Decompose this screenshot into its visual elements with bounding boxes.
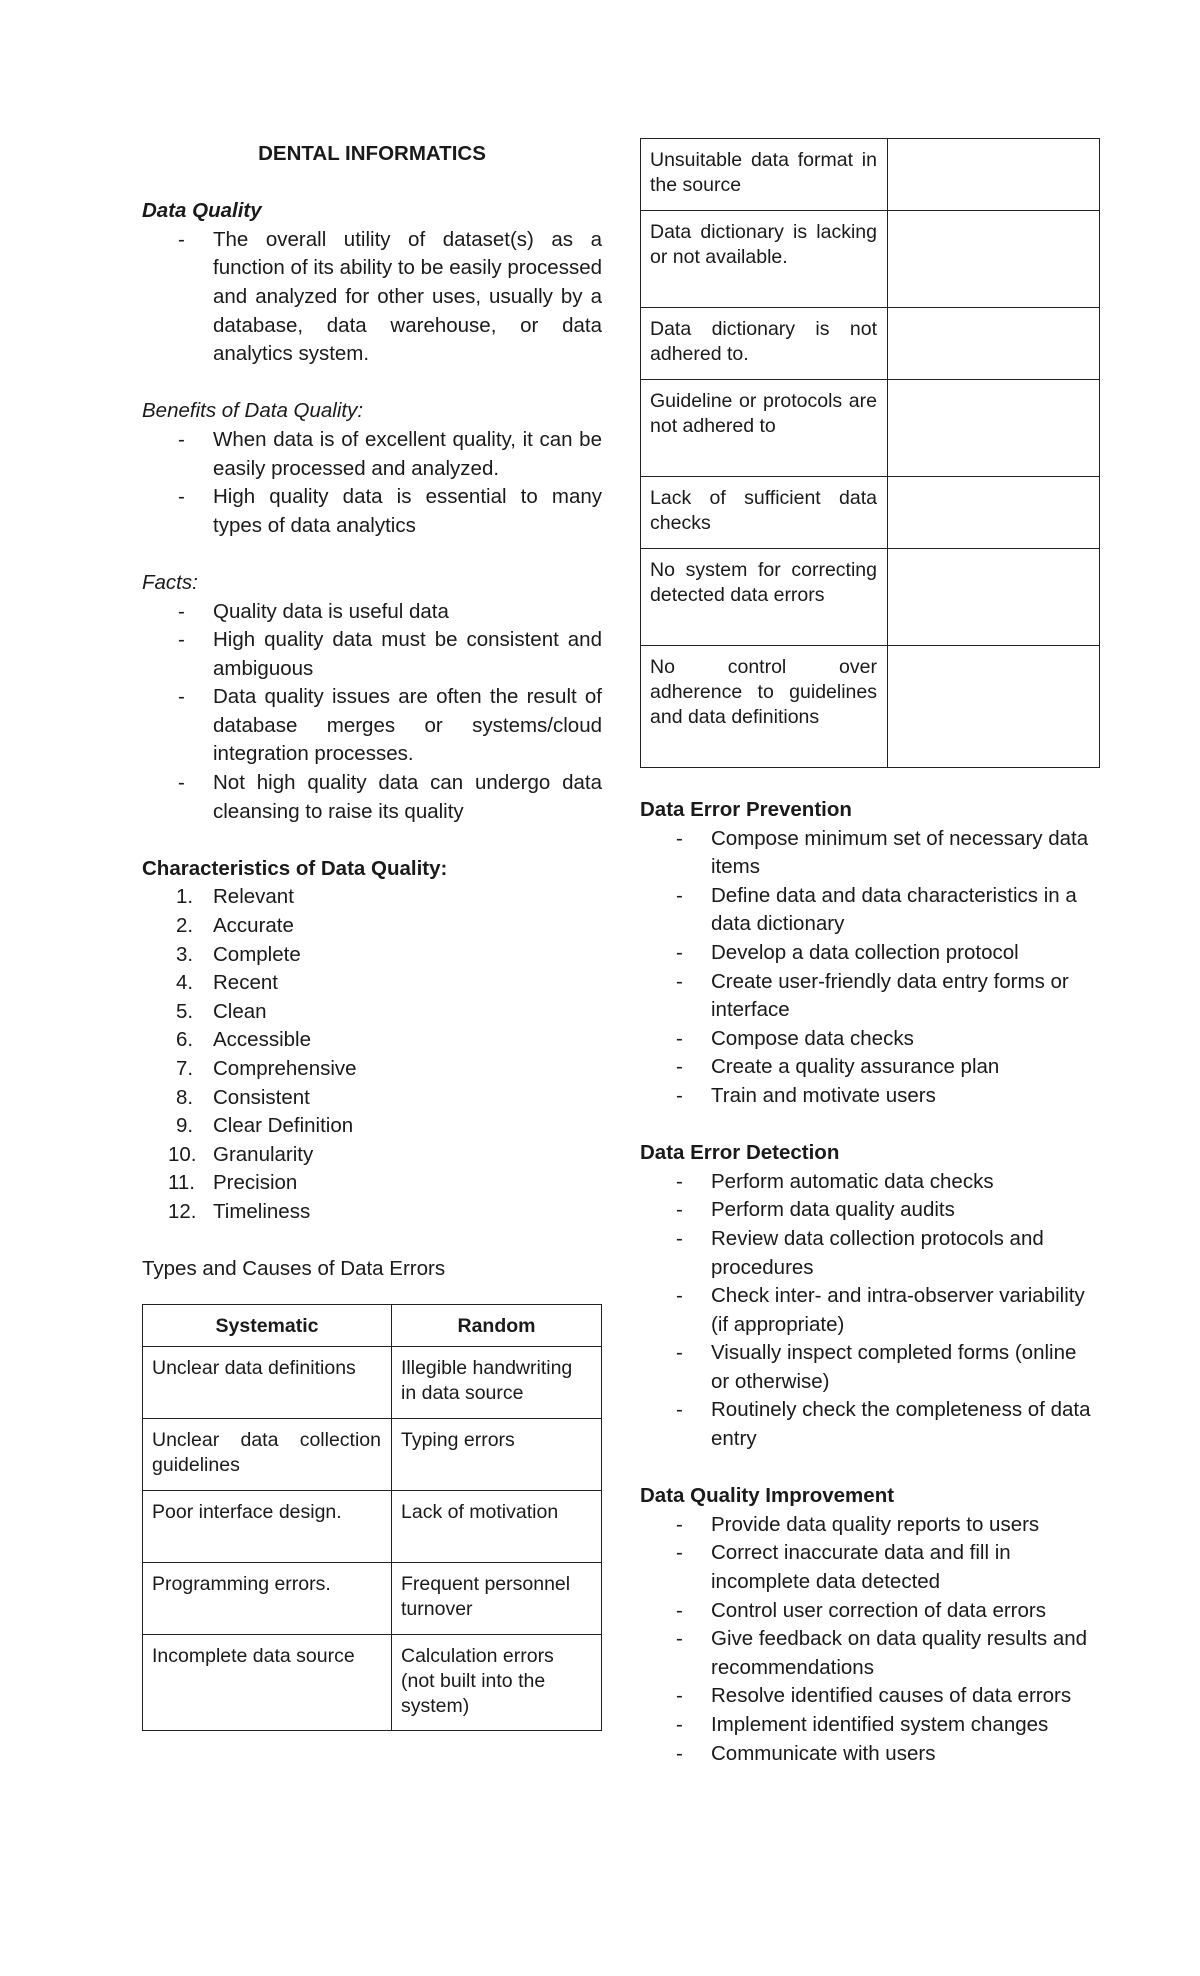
- table-row: [641, 380, 1100, 477]
- characteristics-list: [142, 883, 602, 1226]
- list-item: - Quality data is useful data: [178, 599, 449, 623]
- list-item: - Perform data quality audits: [676, 1198, 955, 1222]
- list-item: - Give feedback on data quality results and recommendations: [676, 1627, 1088, 1679]
- list-item: - Communicate with users: [676, 1741, 936, 1765]
- prevention-list: [640, 825, 1100, 1111]
- list-item: 4. Recent: [176, 971, 278, 995]
- list-item: 12. Timeliness: [168, 1199, 311, 1223]
- list-item: - Provide data quality reports to users: [676, 1512, 1040, 1536]
- table-cell: [888, 211, 1100, 308]
- table-cell: Unclear data definitions: [143, 1346, 392, 1418]
- list-item: - Check inter- and intra-observer variability (if appropriate): [676, 1284, 1085, 1336]
- table-cell: [888, 477, 1100, 549]
- list-item: - Correct inaccurate data and fill in incomplete data detected: [676, 1541, 1011, 1594]
- list-item: - Not high quality data can undergo data cleansing to raise its quality: [178, 771, 602, 823]
- data-quality-definition-list: [142, 226, 602, 369]
- table-row: [641, 549, 1100, 646]
- table-cell: Data dictionary is lacking or not available.: [641, 211, 888, 308]
- list-item: - Create a quality assurance plan: [676, 1055, 1000, 1079]
- list-item: - Train and motivate users: [676, 1083, 936, 1107]
- table-row: [641, 308, 1100, 380]
- table-cell: Incomplete data source: [143, 1634, 392, 1730]
- prevention-heading: Data Error Prevention: [640, 798, 852, 821]
- list-item: - High quality data must be consistent and ambiguous: [178, 628, 602, 680]
- list-item: - Routinely check the completeness of data entry: [676, 1398, 1091, 1451]
- table-row: [143, 1490, 602, 1562]
- table-cell: [888, 549, 1100, 646]
- list-item: 5. Clean: [176, 999, 267, 1023]
- table-cell: [888, 139, 1100, 211]
- list-item: - Resolve identified causes of data errors: [676, 1684, 1072, 1708]
- improvement-heading: Data Quality Improvement: [640, 1484, 895, 1508]
- detection-heading: Data Error Detection: [640, 1141, 840, 1165]
- table-cell: Frequent personnel turnover: [392, 1562, 602, 1634]
- list-item: - Compose minimum set of necessary data items: [676, 826, 1089, 879]
- data-errors-table: [142, 1304, 602, 1731]
- table-cell: Guideline or protocols are not adhered to: [641, 380, 888, 477]
- table-cell: Poor interface design.: [143, 1490, 392, 1562]
- table-cell: Unclear data collection guidelines: [143, 1418, 392, 1490]
- table-cell: No control over adherence to guidelines and data definitions: [641, 646, 888, 768]
- table-row: [641, 211, 1100, 308]
- table-cell: No system for correcting detected data errors: [641, 549, 888, 646]
- list-item: 6. Accessible: [176, 1028, 311, 1052]
- list-item: - Implement identified system changes: [676, 1713, 1049, 1736]
- table-row: [143, 1634, 602, 1730]
- document-title: DENTAL INFORMATICS: [258, 142, 486, 165]
- left-column: [142, 140, 602, 1731]
- list-item: - Data quality issues are often the result of database merges or systems/cloud integration processes.: [178, 685, 602, 766]
- table-row: [143, 1346, 602, 1418]
- benefits-list: [142, 426, 602, 540]
- list-item: - When data is of excellent quality, it can be easily processed and analyzed.: [178, 427, 602, 480]
- right-column: [640, 140, 1100, 1768]
- list-item: - Control user correction of data errors: [676, 1598, 1046, 1622]
- list-item: - Review data collection protocols and procedures: [676, 1226, 1044, 1279]
- data-errors-table-continued: [640, 138, 1100, 768]
- list-item: 3. Complete: [176, 942, 301, 966]
- column-header-systematic: Systematic: [143, 1304, 392, 1346]
- list-item: - Visually inspect completed forms (online or otherwise): [676, 1341, 1077, 1393]
- list-item: - High quality data is essential to many types of data analytics: [178, 485, 602, 537]
- errors-table-caption: Types and Causes of Data Errors: [142, 1257, 446, 1281]
- table-cell: Lack of sufficient data checks: [641, 477, 888, 549]
- benefits-heading: Benefits of Data Quality:: [142, 399, 364, 423]
- detection-list: [640, 1168, 1100, 1454]
- table-cell: Unsuitable data format in the source: [641, 139, 888, 211]
- list-item: 2. Accurate: [176, 914, 294, 938]
- list-item: - Create user-friendly data entry forms or interface: [676, 969, 1069, 1022]
- table-row: [641, 646, 1100, 768]
- list-item: 8. Consistent: [176, 1085, 310, 1109]
- data-quality-heading: Data Quality: [142, 199, 262, 223]
- table-row: [143, 1418, 602, 1490]
- table-row: [641, 477, 1100, 549]
- table-cell: [888, 646, 1100, 768]
- facts-heading: Facts:: [142, 570, 198, 594]
- column-header-random: Random: [392, 1304, 602, 1346]
- list-item: - Develop a data collection protocol: [676, 940, 1019, 964]
- list-item: 11. Precision: [168, 1171, 298, 1195]
- table-row: [143, 1562, 602, 1634]
- table-cell: Typing errors: [392, 1418, 602, 1490]
- list-item: 7. Comprehensive: [176, 1057, 357, 1080]
- table-cell: Calculation errors (not built into the system): [392, 1634, 602, 1730]
- list-item: - The overall utility of dataset(s) as a function of its ability to be easily processed and analyzed for other uses, usually by a database, data warehouse, or data analytics system.: [178, 227, 602, 366]
- list-item: - Perform automatic data checks: [676, 1169, 994, 1193]
- list-item: - Compose data checks: [676, 1026, 914, 1050]
- characteristics-heading: Characteristics of Data Quality:: [142, 856, 448, 880]
- list-item: 9. Clear Definition: [176, 1114, 354, 1138]
- list-item: 10. Granularity: [168, 1142, 314, 1166]
- facts-list: [142, 598, 602, 827]
- list-item: - Define data and data characteristics in a data dictionary: [676, 883, 1077, 936]
- table-cell: Lack of motivation: [392, 1490, 602, 1562]
- table-cell: [888, 308, 1100, 380]
- table-cell: Illegible handwriting in data source: [392, 1346, 602, 1418]
- table-header-row: [143, 1304, 602, 1346]
- list-item: 1. Relevant: [176, 885, 294, 909]
- table-row: [641, 139, 1100, 211]
- table-cell: Data dictionary is not adhered to.: [641, 308, 888, 380]
- table-cell: Programming errors.: [143, 1562, 392, 1634]
- improvement-list: [640, 1511, 1100, 1768]
- table-cell: [888, 380, 1100, 477]
